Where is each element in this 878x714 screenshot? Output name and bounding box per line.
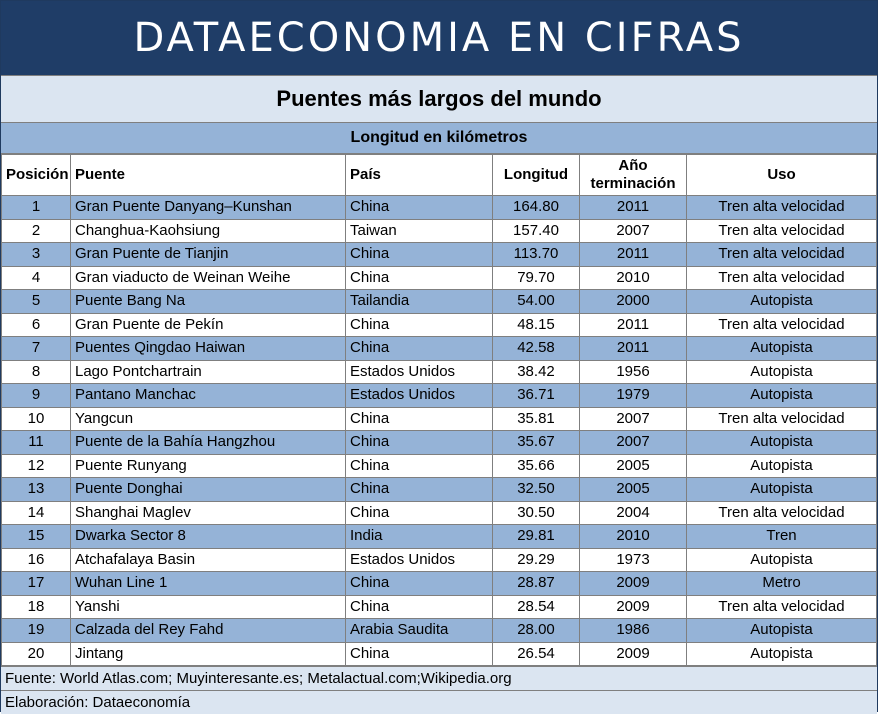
cell-bridge: Puente Bang Na [71, 290, 346, 314]
cell-use: Tren [687, 525, 877, 549]
cell-position: 3 [2, 243, 71, 267]
cell-position: 7 [2, 337, 71, 361]
cell-country: China [346, 431, 493, 455]
cell-country: Estados Unidos [346, 548, 493, 572]
table-row [2, 642, 877, 666]
cell-bridge: Jintang [71, 642, 346, 666]
cell-length: 42.58 [493, 337, 580, 361]
cell-use: Autopista [687, 290, 877, 314]
cell-bridge: Shanghai Maglev [71, 501, 346, 525]
cell-year: 2007 [580, 219, 687, 243]
cell-use: Tren alta velocidad [687, 196, 877, 220]
cell-length: 48.15 [493, 313, 580, 337]
cell-position: 18 [2, 595, 71, 619]
cell-length: 36.71 [493, 384, 580, 408]
cell-country: India [346, 525, 493, 549]
cell-use: Tren alta velocidad [687, 243, 877, 267]
cell-bridge: Dwarka Sector 8 [71, 525, 346, 549]
cell-use: Tren alta velocidad [687, 313, 877, 337]
cell-year: 1979 [580, 384, 687, 408]
cell-length: 54.00 [493, 290, 580, 314]
cell-bridge: Puente Donghai [71, 478, 346, 502]
cell-position: 6 [2, 313, 71, 337]
cell-year: 2009 [580, 572, 687, 596]
cell-year: 2007 [580, 407, 687, 431]
cell-bridge: Gran viaducto de Weinan Weihe [71, 266, 346, 290]
cell-use: Autopista [687, 478, 877, 502]
cell-position: 17 [2, 572, 71, 596]
cell-use: Metro [687, 572, 877, 596]
cell-position: 2 [2, 219, 71, 243]
cell-year: 2009 [580, 595, 687, 619]
table-row [2, 478, 877, 502]
table-row [2, 595, 877, 619]
cell-bridge: Lago Pontchartrain [71, 360, 346, 384]
cell-bridge: Yangcun [71, 407, 346, 431]
cell-year: 2010 [580, 525, 687, 549]
cell-year: 1956 [580, 360, 687, 384]
cell-country: China [346, 337, 493, 361]
cell-position: 20 [2, 642, 71, 666]
table-row [2, 266, 877, 290]
cell-length: 38.42 [493, 360, 580, 384]
cell-use: Autopista [687, 337, 877, 361]
table-row [2, 384, 877, 408]
cell-country: China [346, 642, 493, 666]
cell-length: 28.00 [493, 619, 580, 643]
cell-length: 113.70 [493, 243, 580, 267]
cell-country: Estados Unidos [346, 360, 493, 384]
cell-position: 19 [2, 619, 71, 643]
credit-note: Elaboración: Dataeconomía [1, 690, 877, 714]
cell-country: Arabia Saudita [346, 619, 493, 643]
header-use: Uso [687, 155, 877, 196]
cell-country: China [346, 595, 493, 619]
cell-bridge: Gran Puente Danyang–Kunshan [71, 196, 346, 220]
cell-use: Autopista [687, 384, 877, 408]
cell-year: 2011 [580, 243, 687, 267]
cell-bridge: Changhua-Kaohsiung [71, 219, 346, 243]
cell-country: China [346, 572, 493, 596]
table-subtitle: Longitud en kilómetros [1, 123, 877, 154]
cell-length: 28.87 [493, 572, 580, 596]
header-bridge: Puente [71, 155, 346, 196]
cell-country: China [346, 454, 493, 478]
cell-use: Tren alta velocidad [687, 407, 877, 431]
table-row [2, 290, 877, 314]
cell-bridge: Puente Runyang [71, 454, 346, 478]
cell-length: 29.81 [493, 525, 580, 549]
header-year: Año terminación [580, 155, 687, 196]
cell-use: Tren alta velocidad [687, 501, 877, 525]
cell-year: 2011 [580, 337, 687, 361]
cell-use: Autopista [687, 431, 877, 455]
table-row [2, 313, 877, 337]
cell-length: 26.54 [493, 642, 580, 666]
cell-bridge: Yanshi [71, 595, 346, 619]
cell-bridge: Pantano Manchac [71, 384, 346, 408]
cell-bridge: Gran Puente de Pekín [71, 313, 346, 337]
cell-year: 2011 [580, 196, 687, 220]
table-row [2, 501, 877, 525]
header-length: Longitud [493, 155, 580, 196]
cell-bridge: Calzada del Rey Fahd [71, 619, 346, 643]
cell-year: 2007 [580, 431, 687, 455]
cell-country: China [346, 196, 493, 220]
table-row [2, 407, 877, 431]
cell-bridge: Puentes Qingdao Haiwan [71, 337, 346, 361]
cell-year: 2000 [580, 290, 687, 314]
table-row [2, 219, 877, 243]
cell-position: 10 [2, 407, 71, 431]
cell-country: Tailandia [346, 290, 493, 314]
cell-position: 16 [2, 548, 71, 572]
cell-position: 9 [2, 384, 71, 408]
cell-year: 2011 [580, 313, 687, 337]
cell-length: 157.40 [493, 219, 580, 243]
cell-country: China [346, 407, 493, 431]
cell-country: China [346, 501, 493, 525]
cell-country: Estados Unidos [346, 384, 493, 408]
table-row [2, 548, 877, 572]
table-row [2, 337, 877, 361]
cell-position: 11 [2, 431, 71, 455]
page-title: Puentes más largos del mundo [1, 75, 877, 123]
cell-country: China [346, 266, 493, 290]
cell-length: 30.50 [493, 501, 580, 525]
cell-country: Taiwan [346, 219, 493, 243]
cell-position: 13 [2, 478, 71, 502]
cell-use: Autopista [687, 360, 877, 384]
table-row [2, 525, 877, 549]
cell-country: China [346, 313, 493, 337]
banner-title: DATAECONOMIA EN CIFRAS [1, 1, 877, 75]
cell-year: 2009 [580, 642, 687, 666]
cell-use: Autopista [687, 454, 877, 478]
table-row [2, 360, 877, 384]
header-position: Posición [2, 155, 71, 196]
cell-position: 14 [2, 501, 71, 525]
cell-position: 15 [2, 525, 71, 549]
cell-year: 2005 [580, 478, 687, 502]
table-body [2, 196, 877, 666]
cell-position: 8 [2, 360, 71, 384]
cell-length: 29.29 [493, 548, 580, 572]
cell-year: 2010 [580, 266, 687, 290]
cell-length: 35.66 [493, 454, 580, 478]
cell-bridge: Puente de la Bahía Hangzhou [71, 431, 346, 455]
table-row [2, 243, 877, 267]
table-row [2, 454, 877, 478]
cell-use: Autopista [687, 642, 877, 666]
table-row [2, 572, 877, 596]
cell-bridge: Atchafalaya Basin [71, 548, 346, 572]
cell-use: Autopista [687, 548, 877, 572]
cell-year: 2004 [580, 501, 687, 525]
cell-position: 5 [2, 290, 71, 314]
table-row [2, 196, 877, 220]
cell-country: China [346, 478, 493, 502]
table-header-row [2, 155, 877, 196]
cell-use: Tren alta velocidad [687, 219, 877, 243]
cell-bridge: Wuhan Line 1 [71, 572, 346, 596]
cell-length: 32.50 [493, 478, 580, 502]
cell-country: China [346, 243, 493, 267]
cell-length: 35.81 [493, 407, 580, 431]
bridges-table [1, 154, 877, 666]
cell-position: 4 [2, 266, 71, 290]
cell-length: 35.67 [493, 431, 580, 455]
cell-bridge: Gran Puente de Tianjin [71, 243, 346, 267]
cell-year: 1986 [580, 619, 687, 643]
cell-length: 79.70 [493, 266, 580, 290]
source-note: Fuente: World Atlas.com; Muyinteresante.es; Metalactual.com;Wikipedia.org [1, 666, 877, 690]
cell-length: 164.80 [493, 196, 580, 220]
cell-use: Tren alta velocidad [687, 595, 877, 619]
cell-year: 2005 [580, 454, 687, 478]
header-country: País [346, 155, 493, 196]
cell-length: 28.54 [493, 595, 580, 619]
cell-use: Autopista [687, 619, 877, 643]
cell-position: 1 [2, 196, 71, 220]
cell-use: Tren alta velocidad [687, 266, 877, 290]
table-row [2, 619, 877, 643]
table-row [2, 431, 877, 455]
cell-position: 12 [2, 454, 71, 478]
cell-year: 1973 [580, 548, 687, 572]
